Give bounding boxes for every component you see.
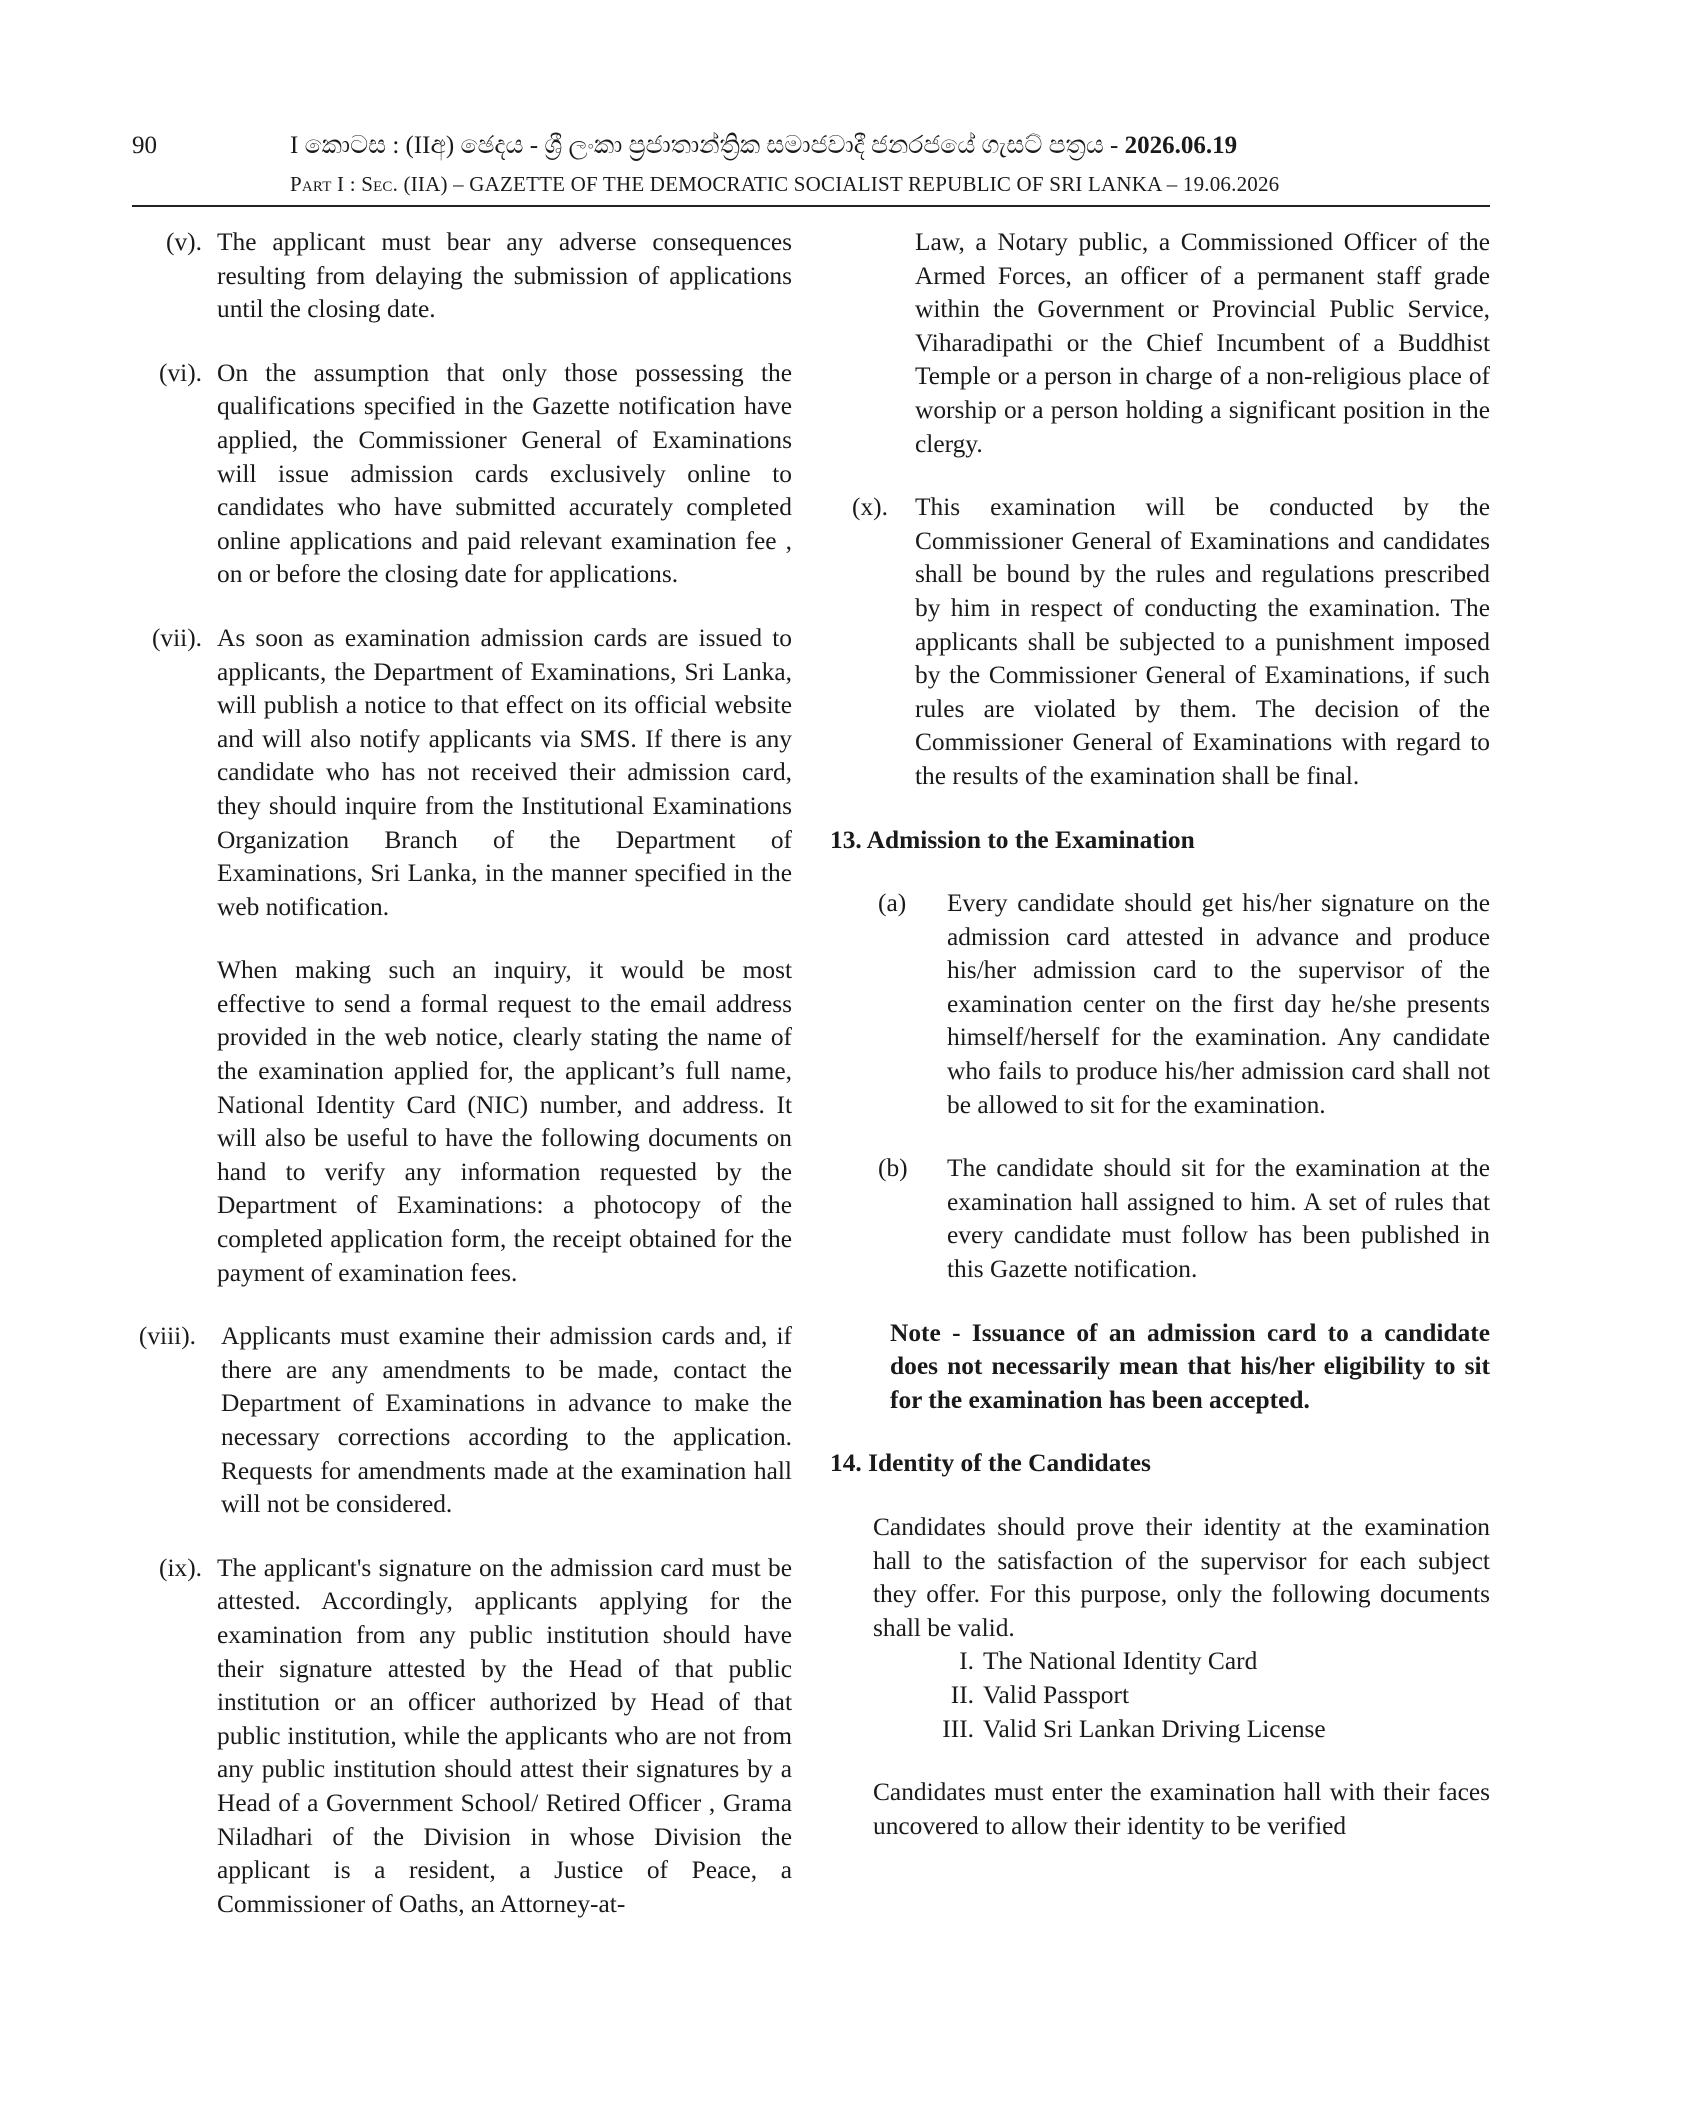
clause-number: (viii). bbox=[138, 1322, 196, 1351]
header-rule bbox=[132, 205, 1490, 207]
admission-note: Note - Issuance of an admission card to a candidate does not necessarily mean that his/her eligibility to sit for the examination has been accepted. bbox=[890, 1318, 1490, 1414]
item-text: The candidate should sit for the examination at the examination hall assigned to him. A set of rules that every candidate must follow has been published in this Gazette notification. bbox=[947, 1154, 1490, 1284]
clause-text: This examination will be conducted by the Commissioner General of Examinations and candidates shall be bound by the rules and regulations prescribed by him in respect of conducting the examination. The applicants shall be subjected to a punishment imposed by the Commissioner General of Examinations, if such rules are violated by them. The decision of the Commissioner General of Examinations with regard to the results of the examination shall be final. bbox=[915, 493, 1490, 790]
clause-text: On the assumption that only those possessing the qualifications specified in the Gazette notification have applied, the Commissioner General of Examinations will issue admission cards exclusively online to candidates who have submitted accurately completed online applications and paid relevant examination fee , on or before the closing date for applications. bbox=[217, 358, 792, 589]
identity-paragraph: Candidates should prove their identity at the examination hall to the satisfaction of the supervisor for each subject they offer. For this purpose, only the following documents shall be valid. bbox=[873, 1513, 1490, 1642]
clause-number: (x). bbox=[852, 493, 888, 522]
clause-ix bbox=[132, 1552, 792, 1922]
list-item: III. Valid Sri Lankan Driving License bbox=[942, 1714, 1326, 1743]
gazette-header-sinhala bbox=[290, 132, 1340, 160]
page-number: 90 bbox=[132, 132, 157, 159]
right-column bbox=[830, 226, 1490, 1843]
clause-number: (vii). bbox=[151, 623, 202, 652]
clause-vii bbox=[132, 622, 792, 1290]
clause-number: (v). bbox=[166, 228, 202, 256]
clause-v bbox=[132, 226, 792, 327]
clause-text: The applicant must bear any adverse consequences resulting from delaying the submission of applications until the closing date. bbox=[217, 228, 792, 324]
valid-documents-list bbox=[830, 1645, 1490, 1746]
clause-x bbox=[830, 491, 1490, 793]
item-letter: (b) bbox=[878, 1154, 908, 1183]
section-14-heading: 14. Identity of the Candidates bbox=[830, 1449, 1151, 1478]
header-date: 2026.06.19 bbox=[1124, 132, 1238, 159]
list-item: II. Valid Passport bbox=[950, 1680, 1129, 1709]
item-letter: (a) bbox=[878, 889, 907, 918]
left-column bbox=[132, 226, 792, 1951]
section-13-item-b bbox=[830, 1152, 1490, 1286]
face-uncovered-paragraph: Candidates must enter the examination hall with their faces uncovered to allow their identity to be verified bbox=[873, 1778, 1490, 1840]
clause-viii bbox=[132, 1320, 792, 1522]
header-sec-label: Sec. bbox=[361, 172, 399, 196]
header-english-title: (IIA) – GAZETTE OF THE DEMOCRATIC SOCIALIST REPUBLIC OF SRI LANKA – 19.06.2026 bbox=[403, 172, 1280, 196]
section-13-item-a bbox=[830, 887, 1490, 1122]
header-sinhala-title: I කොටස : (IIඅ) ඡෙදය - ශ්‍රී ලංකා ප්‍රජාතාන්ත්‍රික සමාජවාදී ජනරජයේ ගැසට් පත්‍රය - bbox=[290, 132, 1119, 159]
clause-text: As soon as examination admission cards are issued to applicants, the Department of Examinations, Sri Lanka, will publish a notice to that effect on its official website and will also notify applicants via SMS. If there is any candidate who has not received their admission card, they should inquire from the Institutional Examinations Organization Branch of the Department of Examinations, Sri Lanka, in the manner specified in the web notification. bbox=[217, 623, 792, 921]
item-text: Every candidate should get his/her signature on the admission card attested in advance and produce his/her admission card to the supervisor of the examination center on the first day he/she presents himself/herself for the examination. Any candidate who fails to produce his/her admission card shall not be allowed to sit for the examination. bbox=[947, 889, 1490, 1119]
clause-text-continued: When making such an inquiry, it would be most effective to send a formal request to the email address provided in the web notice, clearly stating the name of the examination applied for, the applicant’s full name, National Identity Card (NIC) number, and address. It will also be useful to have the following documents on hand to verify any information requested by the Department of Examinations: a photocopy of the completed application form, the receipt obtained for the payment of examination fees. bbox=[217, 956, 792, 1287]
clause-number: (vi). bbox=[158, 358, 202, 387]
header-part-label: Part bbox=[290, 172, 332, 196]
clause-vi bbox=[132, 357, 792, 592]
clause-number: (ix). bbox=[158, 1553, 202, 1582]
clause-ix-continued: Law, a Notary public, a Commissioned Officer of the Armed Forces, an officer of a permanent staff grade within the Government or Provincial Public Service, Viharadipathi or the Chief Incumbent of a Buddhist Temple or a person in charge of a non-religious place of worship or a person holding a significant position in the clergy. bbox=[915, 228, 1490, 458]
clause-text: The applicant's signature on the admission card must be attested. Accordingly, applicants applying for the examination from any public institution should have their signature attested by the Head of that public institution or an officer authorized by Head of that public institution, while the applicants who are not from any public institution should attest their signatures by a Head of a Government School/ Retired Officer , Grama Niladhari of the Division in whose Division the applicant is a resident, a Justice of Peace, a Commissioner of Oaths, an Attorney-at- bbox=[217, 1553, 792, 1918]
clause-text: Applicants must examine their admission cards and, if there are any amendments to be made, contact the Department of Examinations in advance to make the necessary corrections according to the application. Requests for amendments made at the examination hall will not be considered. bbox=[221, 1322, 792, 1519]
list-item: I. The National Identity Card bbox=[959, 1647, 1258, 1676]
header-part-number: I : bbox=[337, 172, 356, 196]
gazette-header-english bbox=[290, 172, 1340, 197]
section-13-heading: 13. Admission to the Examination bbox=[830, 825, 1195, 854]
